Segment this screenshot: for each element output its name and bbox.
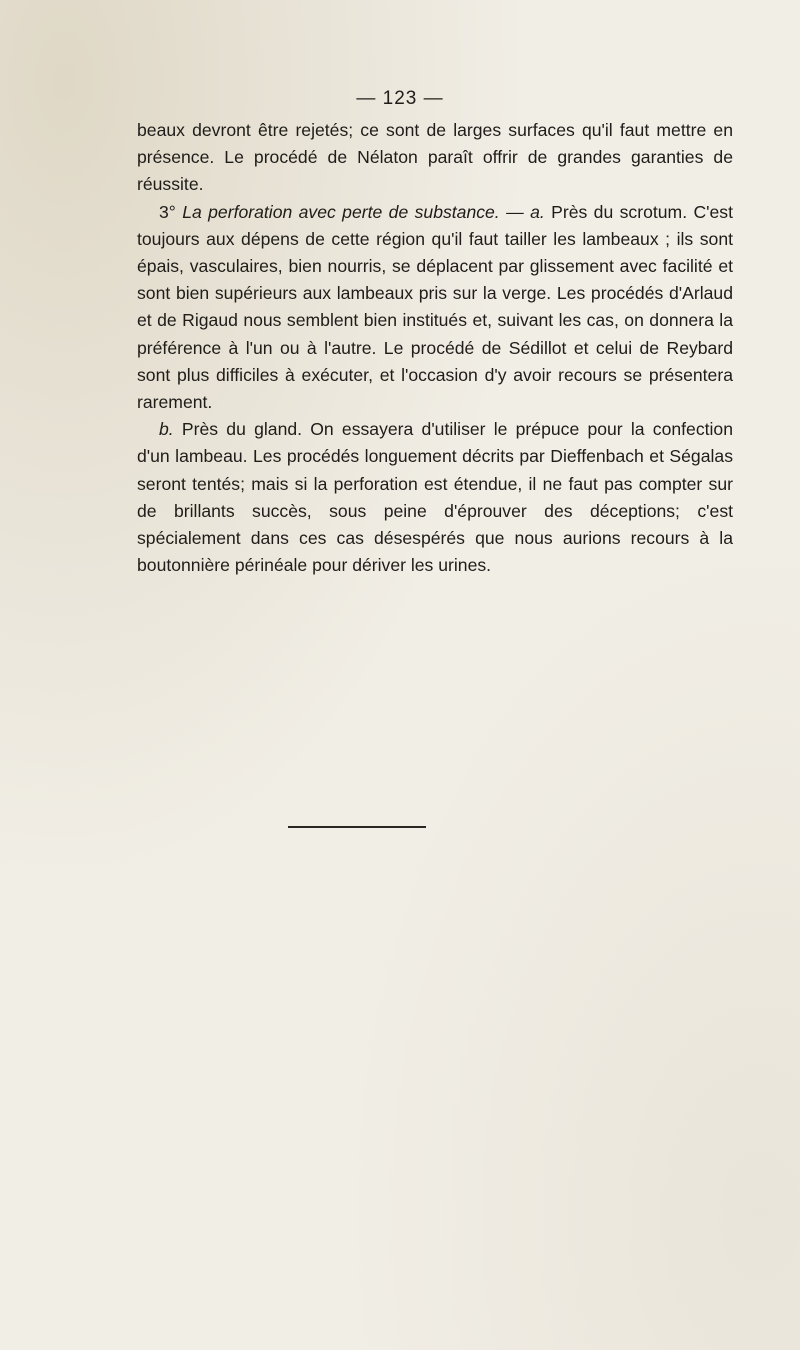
text-run: beaux devront être rejetés; ce sont de larges surfaces qu'il faut mettre en présence. Le procédé de Nélaton paraît offrir de grandes garanties de réussite. — [137, 120, 733, 195]
subsection-marker: b. — [159, 419, 174, 440]
section-heading: La perforation avec perte de substance. — [182, 201, 500, 222]
page-number: — 123 — — [356, 88, 444, 109]
text-run: 3° — [159, 201, 183, 222]
end-rule — [288, 826, 426, 828]
text-run: Près du scrotum. C'est toujours aux dépens de cette région qu'il faut tailler les lambeaux ; ils sont épais, vasculaires, bien nourris, se déplacent par glissement avec facilité et sont bien supérieurs aux lambeaux pris sur la verge. Les procédés d'Arlaud et de Rigaud nous semblent bien institués et, suivant les cas, on donnera la préférence à l'un ou à l'autre. Le procédé de Sédillot et celui de Reybard sont plus difficiles à exécuter, et l'occasion d'y avoir recours se présentera rarement. — [137, 201, 733, 413]
paragraph-gland — [137, 416, 733, 579]
paragraph-perforation — [137, 199, 733, 417]
text-run: — — [499, 201, 531, 222]
paragraph-continuation — [137, 117, 733, 199]
body-text — [137, 117, 733, 579]
text-run: Près du gland. On essayera d'utiliser le prépuce pour la confection d'un lambeau. Les procédés longuement décrits par Dieffenbach et Ségalas seront tentés; mais si la perforation est étendue, il ne faut pas compter sur de brillants succès, sous peine d'éprouver des déceptions; c'est spécialement dans ces cas désespérés que nous aurions recours à la boutonnière périnéale pour dériver les urines. — [137, 419, 733, 576]
subsection-marker: a. — [530, 201, 545, 222]
